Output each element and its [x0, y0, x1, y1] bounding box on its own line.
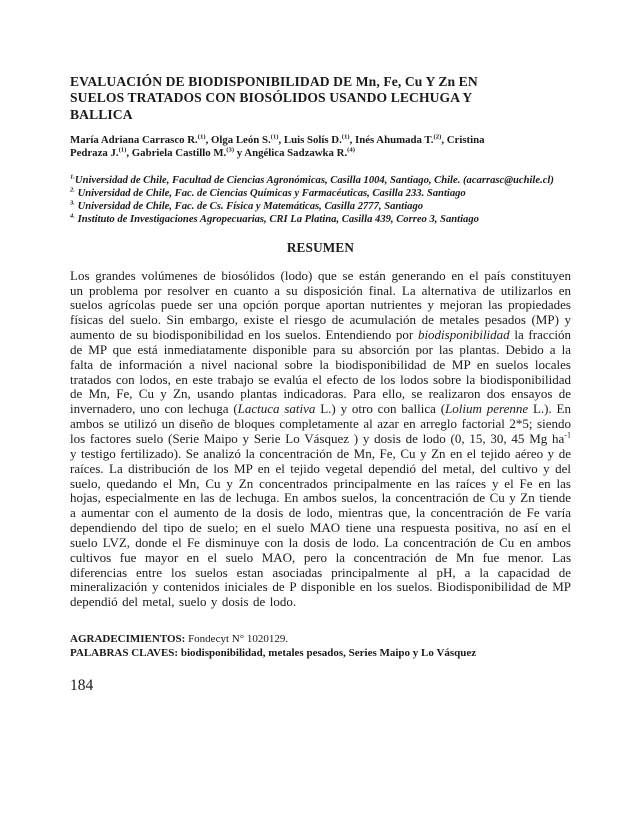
paper-title	[70, 74, 571, 123]
authors-line-2: Pedraza J.$^{(1)}$, Gabriela Castillo M.$^{(3)}$ y Angélica Sadzawka R.$^{(4)}$	[70, 146, 355, 159]
acknowledgements-label: AGRADECIMIENTOS:	[70, 633, 186, 646]
title-line-1: EVALUACIÓN DE BIODISPONIBILIDAD DE Mn, Fe, Cu Y Zn EN	[70, 74, 478, 89]
affiliation-line-3: $^{3.}$ Universidad de Chile, Fac. de Cs. Física y Matemáticas, Casilla 2777, Santiago	[70, 199, 424, 212]
acknowledgements-text: Fondecyt N° 1020129.	[185, 633, 289, 646]
acknowledgements-line	[70, 633, 571, 647]
page-content	[70, 0, 571, 695]
keywords-text: biodisponibilidad, metales pesados, Series Maipo y Lo Vásquez	[178, 646, 477, 659]
abstract-body: Los grandes volúmenes de biosólidos (lodo) que se están generando en el país constituyen un problema por resolver en cuanto a su disposición final. La alternativa de utilizarlos en suelos agrícolas puede ser una opción porque aportan nutrientes y mejoran las propiedades físicas del suelo. Sin embargo, existe el riesgo de acumulación de metales pesados (MP) y aumento de su biodisponibilidad en los suelos. Entendiendo por biodisponibilidad la fracción de MP que está inmediatamente disponible para su absorción por las plantas. Debido a la falta de información a nivel nacional sobre la biodisponibilidad de MP en suelos locales tratados con lodos, en este trabajo se evalúa el efecto de los lodos sobre la biodisponibilidad de Mn, Fe, Cu y Zn, usando plantas indicadoras. Para ello, se realizaron dos ensayos de invernadero, uno con lechuga (Lactuca sativa L.) y otro con ballica (Lolium perenne L.). En ambos se utilizó un diseño de bloques completamente al azar en arreglo factorial 2*5; siendo los factores suelo (Serie Maipo y Serie Lo Vásquez ) y dosis de lodo (0, 15, 30, 45 Mg $ha^{-1}$ y testigo fertilizado). Se analizó la concentración de Mn, Fe, Cu y Zn en el tejido aéreo y de raíces. La distribución de los MP en el tejido vegetal dependió del metal, del cultivo y del suelo, quedando el Mn, Cu y Zn concentrados principalmente en las raíces y el Fe en las hojas, especialmente en las de lechuga. En ambos suelos, la concentración de Cu y Zn tiende a aumentar con el aumento de la dosis de lodo, mientras que, la concentración de Fe varía dependiendo del tipo de suelo; en el suelo MAO tiene una respuesta positiva, no así en el suelo LVZ, donde el Fe disminuye con la dosis de lodo. La concentración de Cu en ambos cultivos fue mayor en el suelo MAO, pero la concentración de Mn fue menor. Las diferencias entre los suelos estan asociadas principalmente al pH, a la capacidad de mineralización y contenidos iniciales de P disponible en los suelos. Biodisponibilidad de MP dependió del metal, suelo y dosis de lodo.	[70, 267, 571, 610]
authors-block	[70, 134, 571, 160]
keywords-line	[70, 647, 571, 661]
page-number: 184	[70, 677, 94, 695]
abstract-heading: RESUMEN	[286, 239, 355, 255]
keywords-label: PALABRAS CLAVES:	[70, 646, 179, 659]
title-line-3: BALLICA	[70, 106, 133, 122]
title-line-2: SUELOS TRATADOS CON BIOSÓLIDOS USANDO LECHUGA Y	[70, 90, 473, 106]
affiliation-line-4: $^{4.}$ Instituto de Investigaciones Agropecuarias, CRI La Platina, Casilla 439, Correo 3, Santiago	[70, 212, 479, 225]
affiliations-block	[70, 174, 571, 226]
affiliation-line-2: $^{2.}$ Universidad de Chile, Fac. de Ciencias Químicas y Farmacéuticas, Casilla 233. Santiago	[70, 186, 466, 199]
authors-line-1: María Adriana Carrasco R.$^{(1)}$, Olga León S.$^{(1)}$, Luis Solís D.$^{(1)}$, Inés Ahumada T.$^{(2)}$, Cristina	[70, 133, 485, 146]
affiliation-line-1: $^{1.}$Universidad de Chile, Facultad de Ciencias Agronómicas, Casilla 1004, Santiago, Chile. (acarrasc@uchile.cl)	[70, 173, 554, 186]
